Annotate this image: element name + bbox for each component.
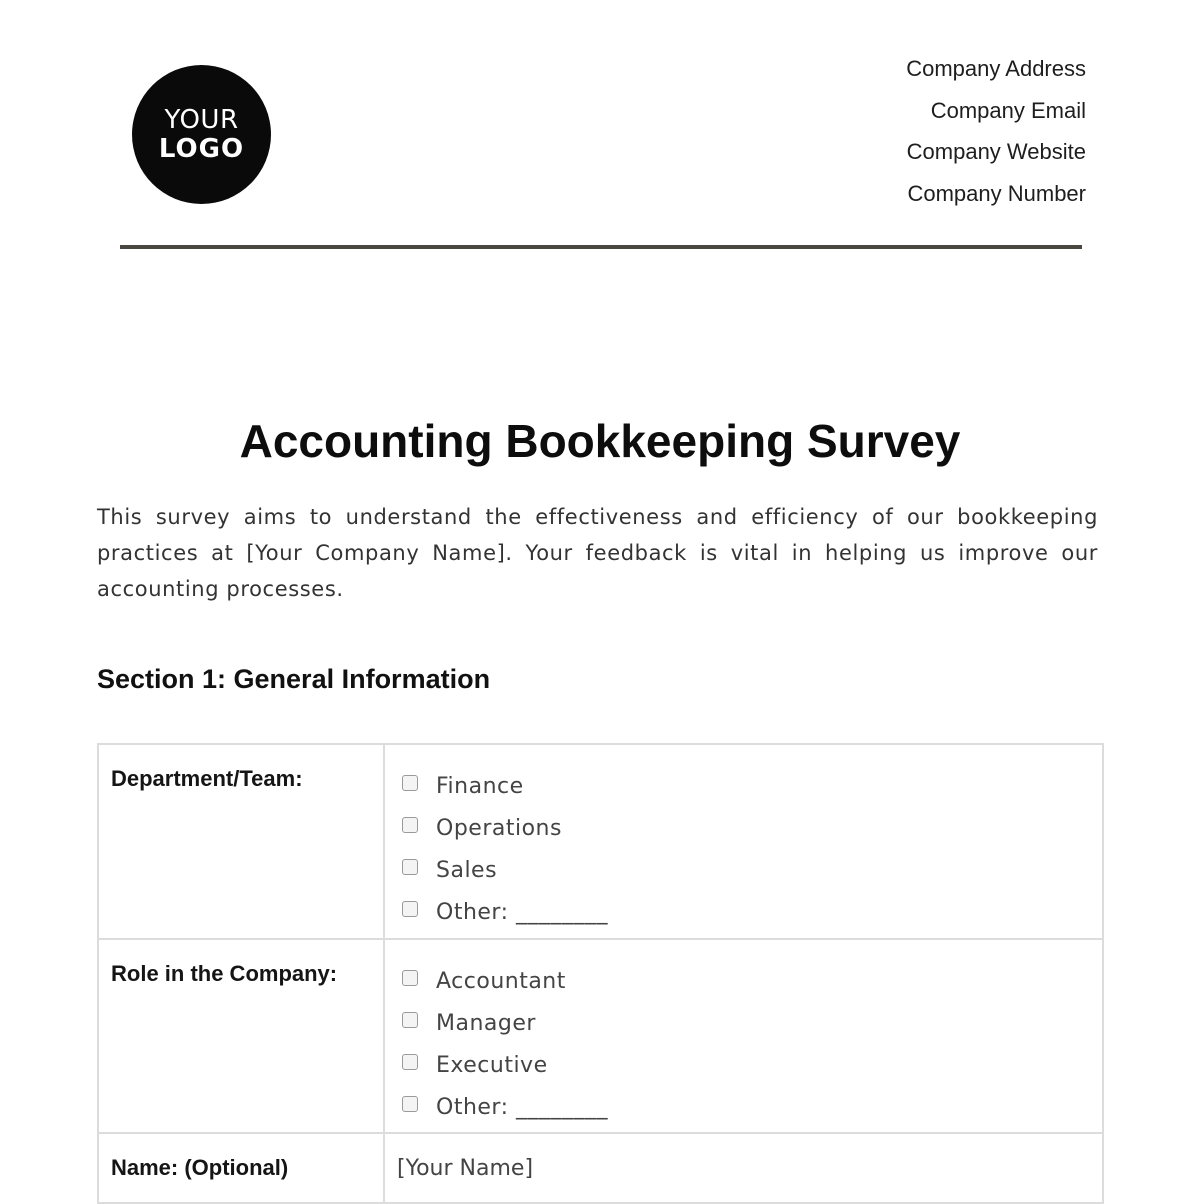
option-manager[interactable]	[402, 1002, 1102, 1044]
option-finance[interactable]	[402, 765, 1102, 807]
company-number: Company Number	[907, 180, 1086, 206]
role-label: Role in the Company:	[98, 939, 384, 1133]
option-other-role[interactable]	[402, 1086, 1102, 1128]
table-row	[98, 1133, 1103, 1203]
role-options	[384, 939, 1103, 1133]
checkbox-icon[interactable]	[402, 1012, 418, 1028]
option-other-department[interactable]	[402, 891, 1102, 933]
company-logo	[132, 65, 271, 204]
checkbox-icon[interactable]	[402, 817, 418, 833]
checkbox-icon[interactable]	[402, 1096, 418, 1112]
company-info	[906, 54, 1086, 220]
company-email: Company Email	[930, 97, 1086, 123]
intro-paragraph: This survey aims to understand the effectiveness and efficiency of our bookkeeping practices at [Your Company Name]. Your feedback is vital in helping us improve our accounting processes.	[97, 505, 1098, 601]
option-label: Other: ________	[436, 899, 608, 925]
name-cell	[384, 1133, 1103, 1203]
company-address: Company Address	[906, 56, 1086, 81]
name-input[interactable]: [Your Name]	[397, 1156, 534, 1181]
checkbox-icon[interactable]	[402, 859, 418, 875]
table-row	[98, 939, 1103, 1133]
checkbox-icon[interactable]	[402, 775, 418, 791]
option-label: Manager	[436, 1010, 536, 1036]
document-title: Accounting Bookkeeping Survey	[239, 415, 961, 467]
option-label: Finance	[436, 773, 524, 799]
logo-line-1: YOUR	[164, 104, 239, 135]
section-1-heading: Section 1: General Information	[97, 664, 491, 694]
logo-line-2: LOGO	[158, 133, 245, 164]
company-website: Company Website	[906, 139, 1086, 164]
option-label: Accountant	[436, 968, 566, 994]
name-label: Name: (Optional)	[98, 1133, 384, 1203]
option-accountant[interactable]	[402, 960, 1102, 1002]
general-info-table	[97, 743, 1104, 1204]
option-executive[interactable]	[402, 1044, 1102, 1086]
header-divider	[120, 245, 1082, 249]
department-options	[384, 744, 1103, 939]
checkbox-icon[interactable]	[402, 901, 418, 917]
option-label: Other: ________	[436, 1094, 608, 1120]
table-row	[98, 744, 1103, 939]
option-operations[interactable]	[402, 807, 1102, 849]
option-label: Executive	[436, 1052, 548, 1078]
department-label: Department/Team:	[98, 744, 384, 939]
option-label: Operations	[436, 815, 562, 841]
option-sales[interactable]	[402, 849, 1102, 891]
option-label: Sales	[436, 857, 498, 883]
checkbox-icon[interactable]	[402, 970, 418, 986]
checkbox-icon[interactable]	[402, 1054, 418, 1070]
